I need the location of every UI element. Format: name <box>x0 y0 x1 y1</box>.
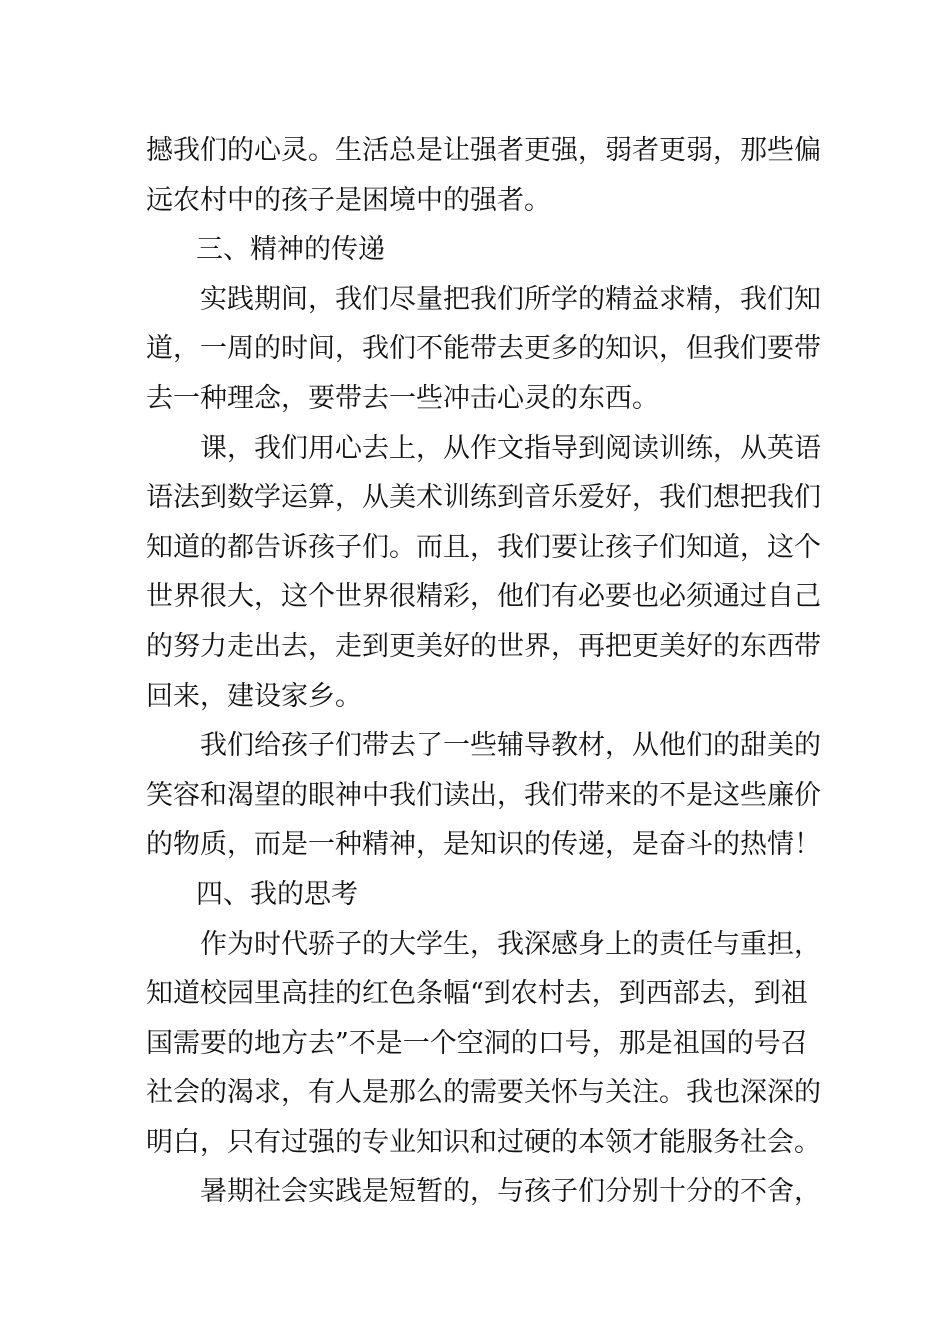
text-line: 去一种理念，要带去一些冲击心灵的东西。 <box>146 382 659 414</box>
text-line: 知道校园里高挂的红色条幅“到农村去，到西部去，到祖 <box>146 978 808 1010</box>
text-line: 课，我们用心去上，从作文指导到阅读训练，从英语 <box>200 432 821 464</box>
text-line: 作为时代骄子的大学生，我深感身上的责任与重担， <box>200 928 821 960</box>
text-line: 撼我们的心灵。生活总是让强者更强，弱者更弱，那些偏 <box>146 135 821 166</box>
text-line: 实践期间，我们尽量把我们所学的精益求精，我们知 <box>200 283 821 315</box>
body-text <box>146 126 821 1217</box>
text-line: 回来，建设家乡。 <box>146 680 362 712</box>
text-line: 国需要的地方去”不是一个空洞的口号，那是祖国的号召 <box>146 1027 808 1059</box>
text-line: 道，一周的时间，我们不能带去更多的知识，但我们要带 <box>146 333 821 365</box>
text-line: 知道的都告诉孩子们。而且，我们要让孩子们知道，这个 <box>146 531 821 563</box>
section-heading: 四、我的思考 <box>196 878 358 910</box>
text-line: 暑期社会实践是短暂的，与孩子们分别十分的不舍， <box>200 1176 821 1208</box>
section-heading: 三、精神的传递 <box>196 234 385 266</box>
text-line: 社会的渴求，有人是那么的需要关怀与关注。我也深深的 <box>146 1077 821 1109</box>
text-line: 我们给孩子们带去了一些辅导教材，从他们的甜美的 <box>200 730 821 762</box>
text-line: 的努力走出去，走到更美好的世界，再把更美好的东西带 <box>146 630 821 662</box>
text-line: 笑容和渴望的眼神中我们读出，我们带来的不是这些廉价 <box>146 779 821 811</box>
text-line: 语法到数学运算，从美术训练到音乐爱好，我们想把我们 <box>146 482 821 514</box>
text-line: 世界很大，这个世界很精彩，他们有必要也必须通过自己 <box>146 581 821 613</box>
text-line: 远农村中的孩子是困境中的强者。 <box>146 184 551 216</box>
text-line: 的物质，而是一种精神，是知识的传递，是奋斗的热情！ <box>146 829 821 861</box>
text-line: 明白，只有过强的专业知识和过硬的本领才能服务社会。 <box>146 1126 821 1158</box>
